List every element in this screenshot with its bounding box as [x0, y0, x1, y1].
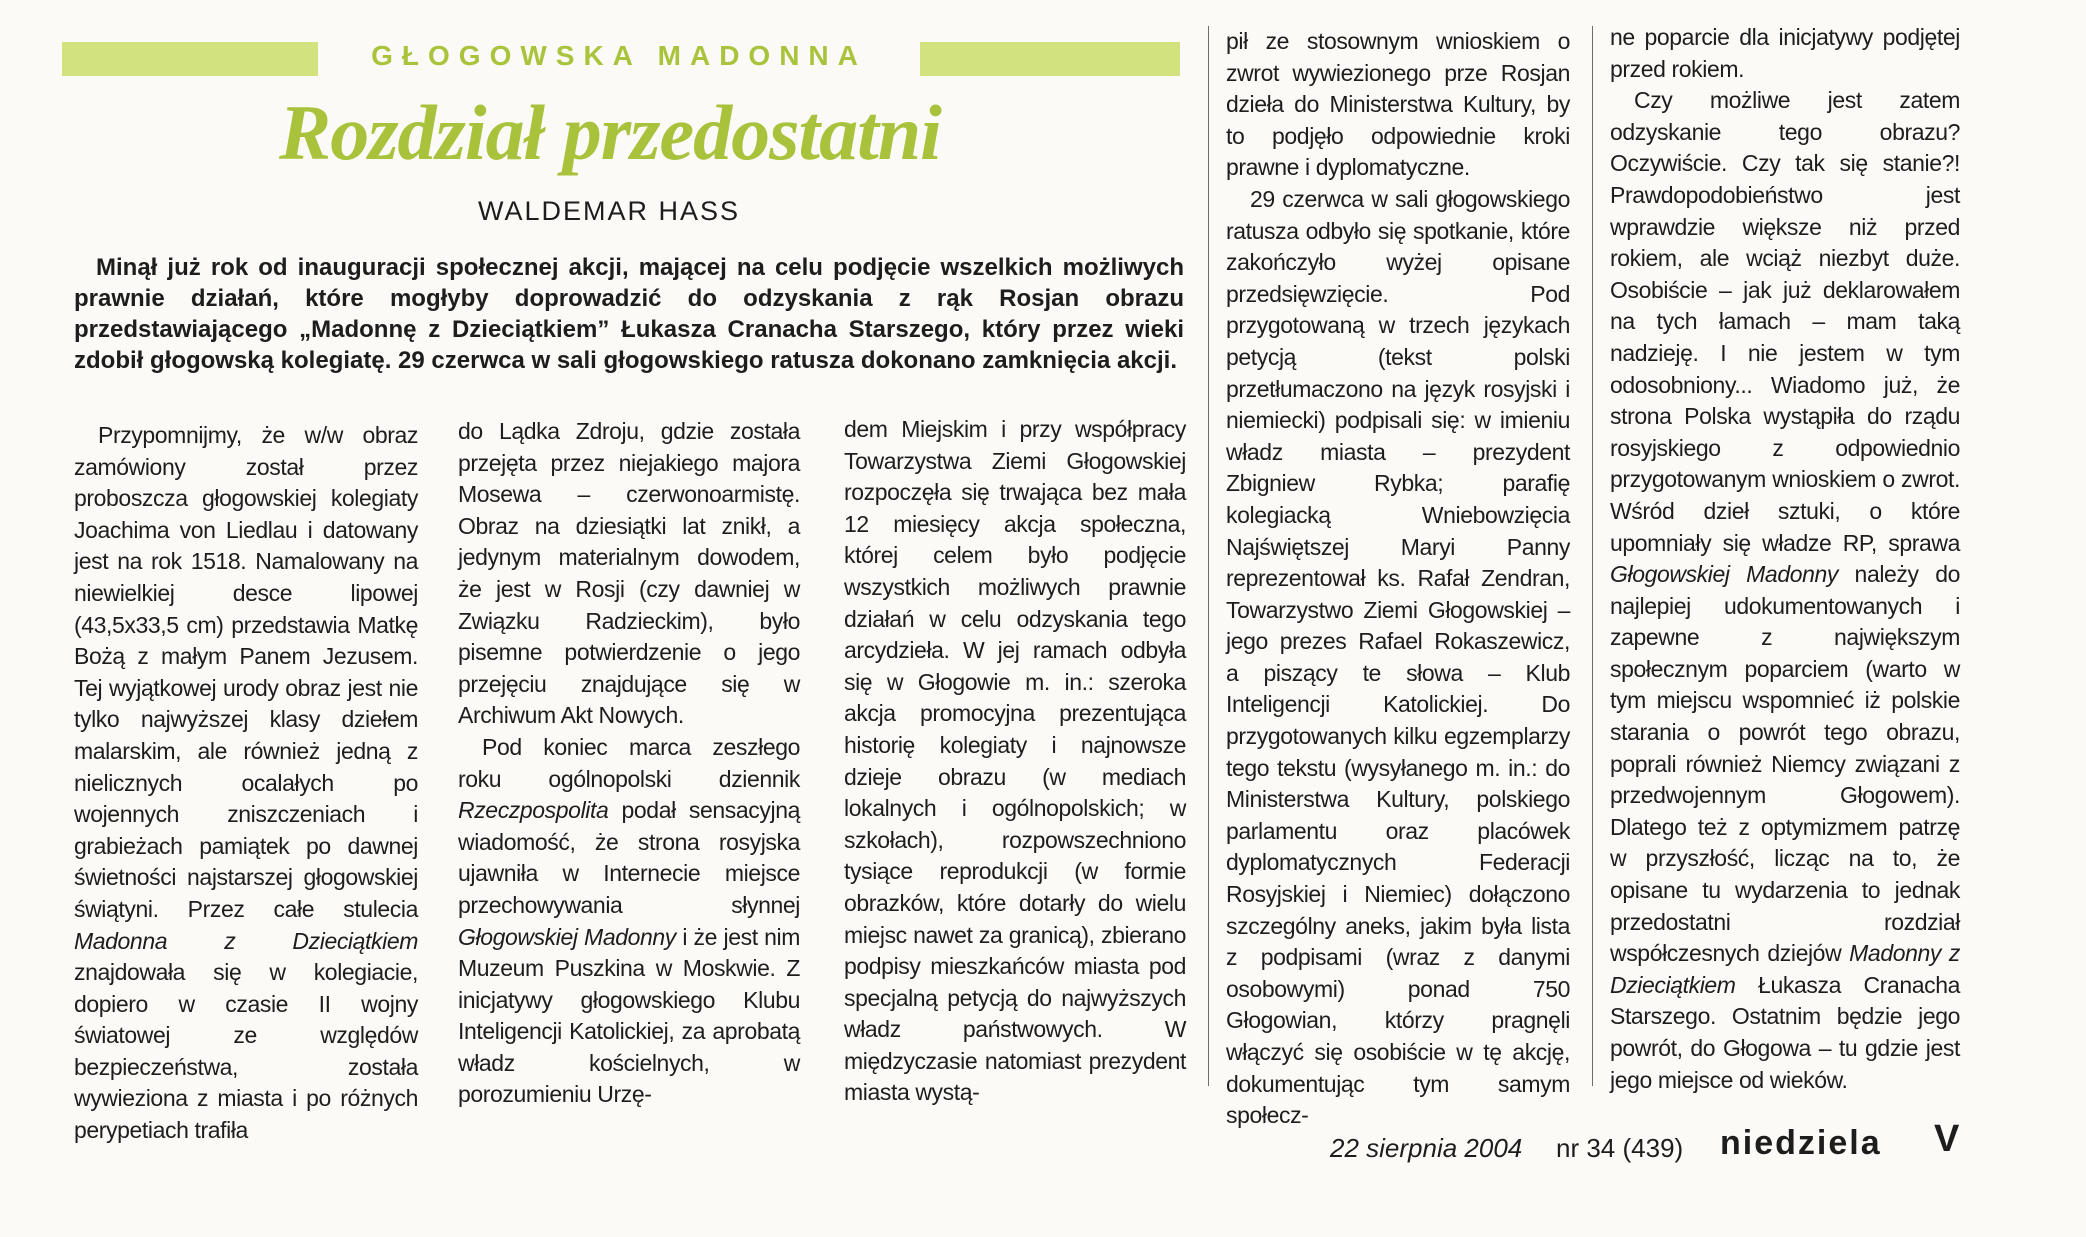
paragraph: Czy możliwe jest zatem odzyskanie tego obrazu? Oczywiście. Czy tak się stanie?! Prawdopodobieństwo jest wprawdzie większe niż przed rokiem, ale wciąż niezbyt duże. Osobiście – jak już deklarowałem na tych łamach – mam taką nadzieję. I nie jestem w tym odosobniony... Wiadomo już, że strona Polska wystąpiła do rządu rosyjskiego z odpowiednio przygotowanym wnioskiem o zwrot. Wśród dzieł sztuki, o które upomniały się władze RP, sprawa Głogowskiej Madonny należy do najlepiej udokumentowanych i zapewne z największym społecznym poparciem (warto w tym miejscu wspomnieć iż polskie starania o powrót tego obrazu, poprali również Niemcy związani z przedwojennym Głogowem). Dlatego też z optymizmem patrzę w przyszłość, licząc na to, że opisane tu wydarzenia to jednak przedostatni rozdział współczesnych dziejów Madonny z Dzieciątkiem Łukasza Cranacha Starszego. Ostatnim będzie jego powrót, do Głogowa – tu gdzie jest jego miejsce od wieków.	[1610, 87, 1960, 1093]
paragraph: pił ze stosownym wnioskiem o zwrot wywiezionego prze Rosjan dzieła do Ministerstwa Kultury, by to podjęło odpowiednie kroki prawne i dyplomatyczne.	[1226, 28, 1570, 181]
article-author: WALDEMAR HASS	[478, 196, 741, 226]
text-column-1	[74, 420, 418, 1147]
footer-masthead: niedziela	[1720, 1124, 1882, 1162]
text-column-4	[1226, 26, 1570, 1132]
column-divider	[1208, 26, 1209, 1086]
paragraph: Pod koniec marca zeszłego roku ogólnopolski dziennik Rzeczpospolita podał sensacyjną wiadomość, że strona rosyjska ujawniła w Internecie miejsce przechowywania słynnej Głogowskiej Madonny i że jest nim Muzeum Puszkina w Moskwie. Z inicjatywy głogowskiego Klubu Inteligencji Katolickiej, za aprobatą władz kościelnych, w porozumieniu Urzę-	[458, 733, 801, 1108]
paragraph: ne poparcie dla inicjatywy podjętej przed rokiem.	[1610, 24, 1960, 82]
rubric-bar-left	[62, 42, 318, 76]
footer-issue: nr 34 (439)	[1556, 1133, 1684, 1163]
article-lead: Minął już rok od inauguracji społecznej akcji, mającej na celu podjęcie wszelkich możliwych prawnie działań, które mogłyby doprowadzić do odzyskania z rąk Rosjan obrazu przedstawiającego „Madonnę z Dzieciątkiem” Łukasza Cranacha Starszego, który przez wieki zdobił głogowską kolegiatę. 29 czerwca w sali głogowskiego ratusza dokonano zamknięcia akcji.	[74, 254, 1184, 374]
paragraph: do Lądka Zdroju, gdzie została przejęta przez niejakiego majora Mosewa – czerwonoarmistę. Obraz na dziesiątki lat znikł, a jedynym materialnym dowodem, że jest w Rosji (czy dawniej w Związku Radzieckim), było pisemne potwierdzenie o jego przejęciu znajdujące się w Archiwum Akt Nowych.	[458, 418, 800, 729]
text-column-5	[1610, 22, 1960, 1096]
rubric-bar-right	[920, 42, 1180, 76]
paragraph: Przypomnijmy, że w/w obraz zamówiony został przez proboszcza głogowskiej kolegiaty Joachima von Liedlau i datowany jest na rok 1518. Namalowany na niewielkiej desce lipowej (43,5x33,5 cm) przedstawia Matkę Bożą z małym Panem Jezusem. Tej wyjątkowej urody obraz jest nie tylko najwyższej klasy dziełem malarskim, ale również jedną z nielicznych ocalałych po wojennych zniszczeniach i grabieżach pamiątek po dawnej świetności najstarszej głogowskiej świątyni. Przez całe stulecia Madonna z Dzieciątkiem znajdowała się w kolegiacie, dopiero w czasie II wojny światowej ze względów bezpieczeństwa, została wywieziona z miasta i po różnych perypetiach trafiła	[74, 422, 418, 1144]
text-column-2	[458, 416, 800, 1111]
footer-date: 22 sierpnia 2004	[1330, 1133, 1523, 1163]
column-divider	[1592, 26, 1593, 1086]
rubric-label: GŁOGOWSKA MADONNA	[371, 40, 867, 71]
article-headline: Rozdział przedostatni	[279, 89, 941, 176]
paragraph: dem Miejskim i przy współpracy Towarzystwa Ziemi Głogowskiej rozpoczęła się trwająca bez mała 12 miesięcy akcja społeczna, której celem było podjęcie wszystkich możliwych prawnie działań w celu odzyskania tego arcydzieła. W jej ramach odbyła się w Głogowie m. in.: szeroka akcja promocyjna prezentująca historię kolegiaty i najnowsze dzieje obrazu (w mediach lokalnych i ogólnopolskich; w szkołach), rozpowszechniono tysiące reprodukcji (w formie obrazków, które dotarły do wielu miejsc nawet za granicą), zbierano podpisy mieszkańców miasta pod specjalną petycją do najwyższych władz państwowych. W międzyczasie natomiast prezydent miasta wystą-	[844, 416, 1186, 1106]
page-number: V	[1934, 1118, 1960, 1160]
text-column-3	[844, 414, 1186, 1109]
paragraph: 29 czerwca w sali głogowskiego ratusza odbyło się spotkanie, które zakończyło wyżej opisane przedsięwzięcie. Pod przygotowaną w trzech językach petycją (tekst polski przetłumaczono na język rosyjski i niemiecki) podpisali się: w imieniu władz miasta – prezydent Zbigniew Rybka; parafię kolegiacką Wniebowzięcia Najświętszej Maryi Panny reprezentował ks. Rafał Zendran, Towarzystwo Ziemi Głogowskiej – jego prezes Rafael Rokaszewicz, a piszący te słowa – Klub Inteligencji Katolickiej. Do przygotowanych kilku egzemplarzy tego tekstu (wysyłanego m. in.: do Ministerstwa Kultury, polskiego parlamentu oraz placówek dyplomatycznych Federacji Rosyjskiej i Niemiec) dołączono szczególny aneks, jakim była lista z podpisami (wraz z danymi osobowymi) ponad 750 Głogowian, którzy pragnęli włączyć się osobiście w tę akcję, dokumentując tym samym społecz-	[1226, 185, 1570, 1129]
